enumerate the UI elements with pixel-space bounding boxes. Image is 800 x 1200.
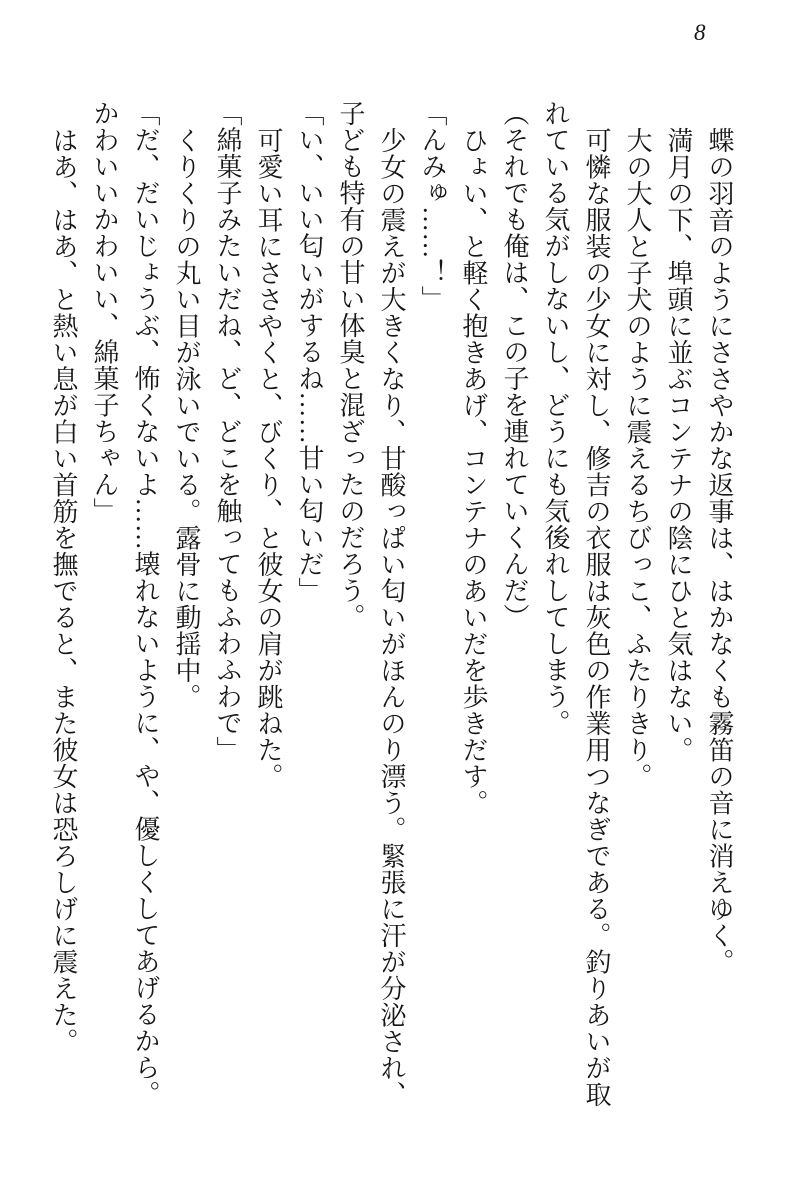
text-line: れている気がしないし、どうにも気後れしてしまう。 bbox=[541, 100, 570, 736]
text-line: はあ、はあ、と熱い息が白い首筋を撫でると、また彼女は恐ろしげに震えた。 bbox=[49, 126, 78, 1054]
text-line: くりくりの丸い目が泳いでいる。露骨に動揺中。 bbox=[172, 126, 201, 710]
body-text bbox=[40, 100, 740, 1170]
text-line: 「い、いい匂いがするね……甘い匂いだ」 bbox=[295, 100, 324, 604]
text-line: 少女の震えが大きくなり、甘酸っぱい匂いがほんのり漂う。緊張に汗が分泌され、 bbox=[377, 126, 406, 1107]
text-line: 大の大人と子犬のように震えるちびっこ、ふたりきり。 bbox=[623, 126, 652, 789]
text-line: 蝶の羽音のようにささやかな返事は、はかなくも霧笛の音に消えゆく。 bbox=[705, 126, 734, 975]
text-line: 可愛い耳にささやくと、びくり、と彼女の肩が跳ねた。 bbox=[254, 126, 283, 789]
text-line: 「だ、だいじょうぶ、怖くないよ……壊れないように、や、優しくしてあげるから。 bbox=[131, 100, 160, 1107]
page-number: 8 bbox=[694, 20, 706, 45]
text-line: ひょい、と軽く抱きあげ、コンテナのあいだを歩きだす。 bbox=[459, 126, 488, 816]
text-line: 子ども特有の甘い体臭と混ざったのだろう。 bbox=[336, 100, 365, 630]
text-line: 可憐な服装の少女に対し、修吉の衣服は灰色の作業用つなぎである。釣りあいが取 bbox=[582, 126, 611, 1107]
text-line: 「んみゅ……！」 bbox=[418, 100, 447, 312]
text-line: （それでも俺は、この子を連れていくんだ） bbox=[500, 100, 529, 630]
text-line: 満月の下、埠頭に並ぶコンテナの陰にひと気はない。 bbox=[664, 126, 693, 763]
text-line: 「綿菓子みたいだね、ど、どこを触ってもふわふわで」 bbox=[213, 100, 242, 763]
text-line: かわいいかわいい、綿菓子ちゃん」 bbox=[90, 100, 119, 524]
